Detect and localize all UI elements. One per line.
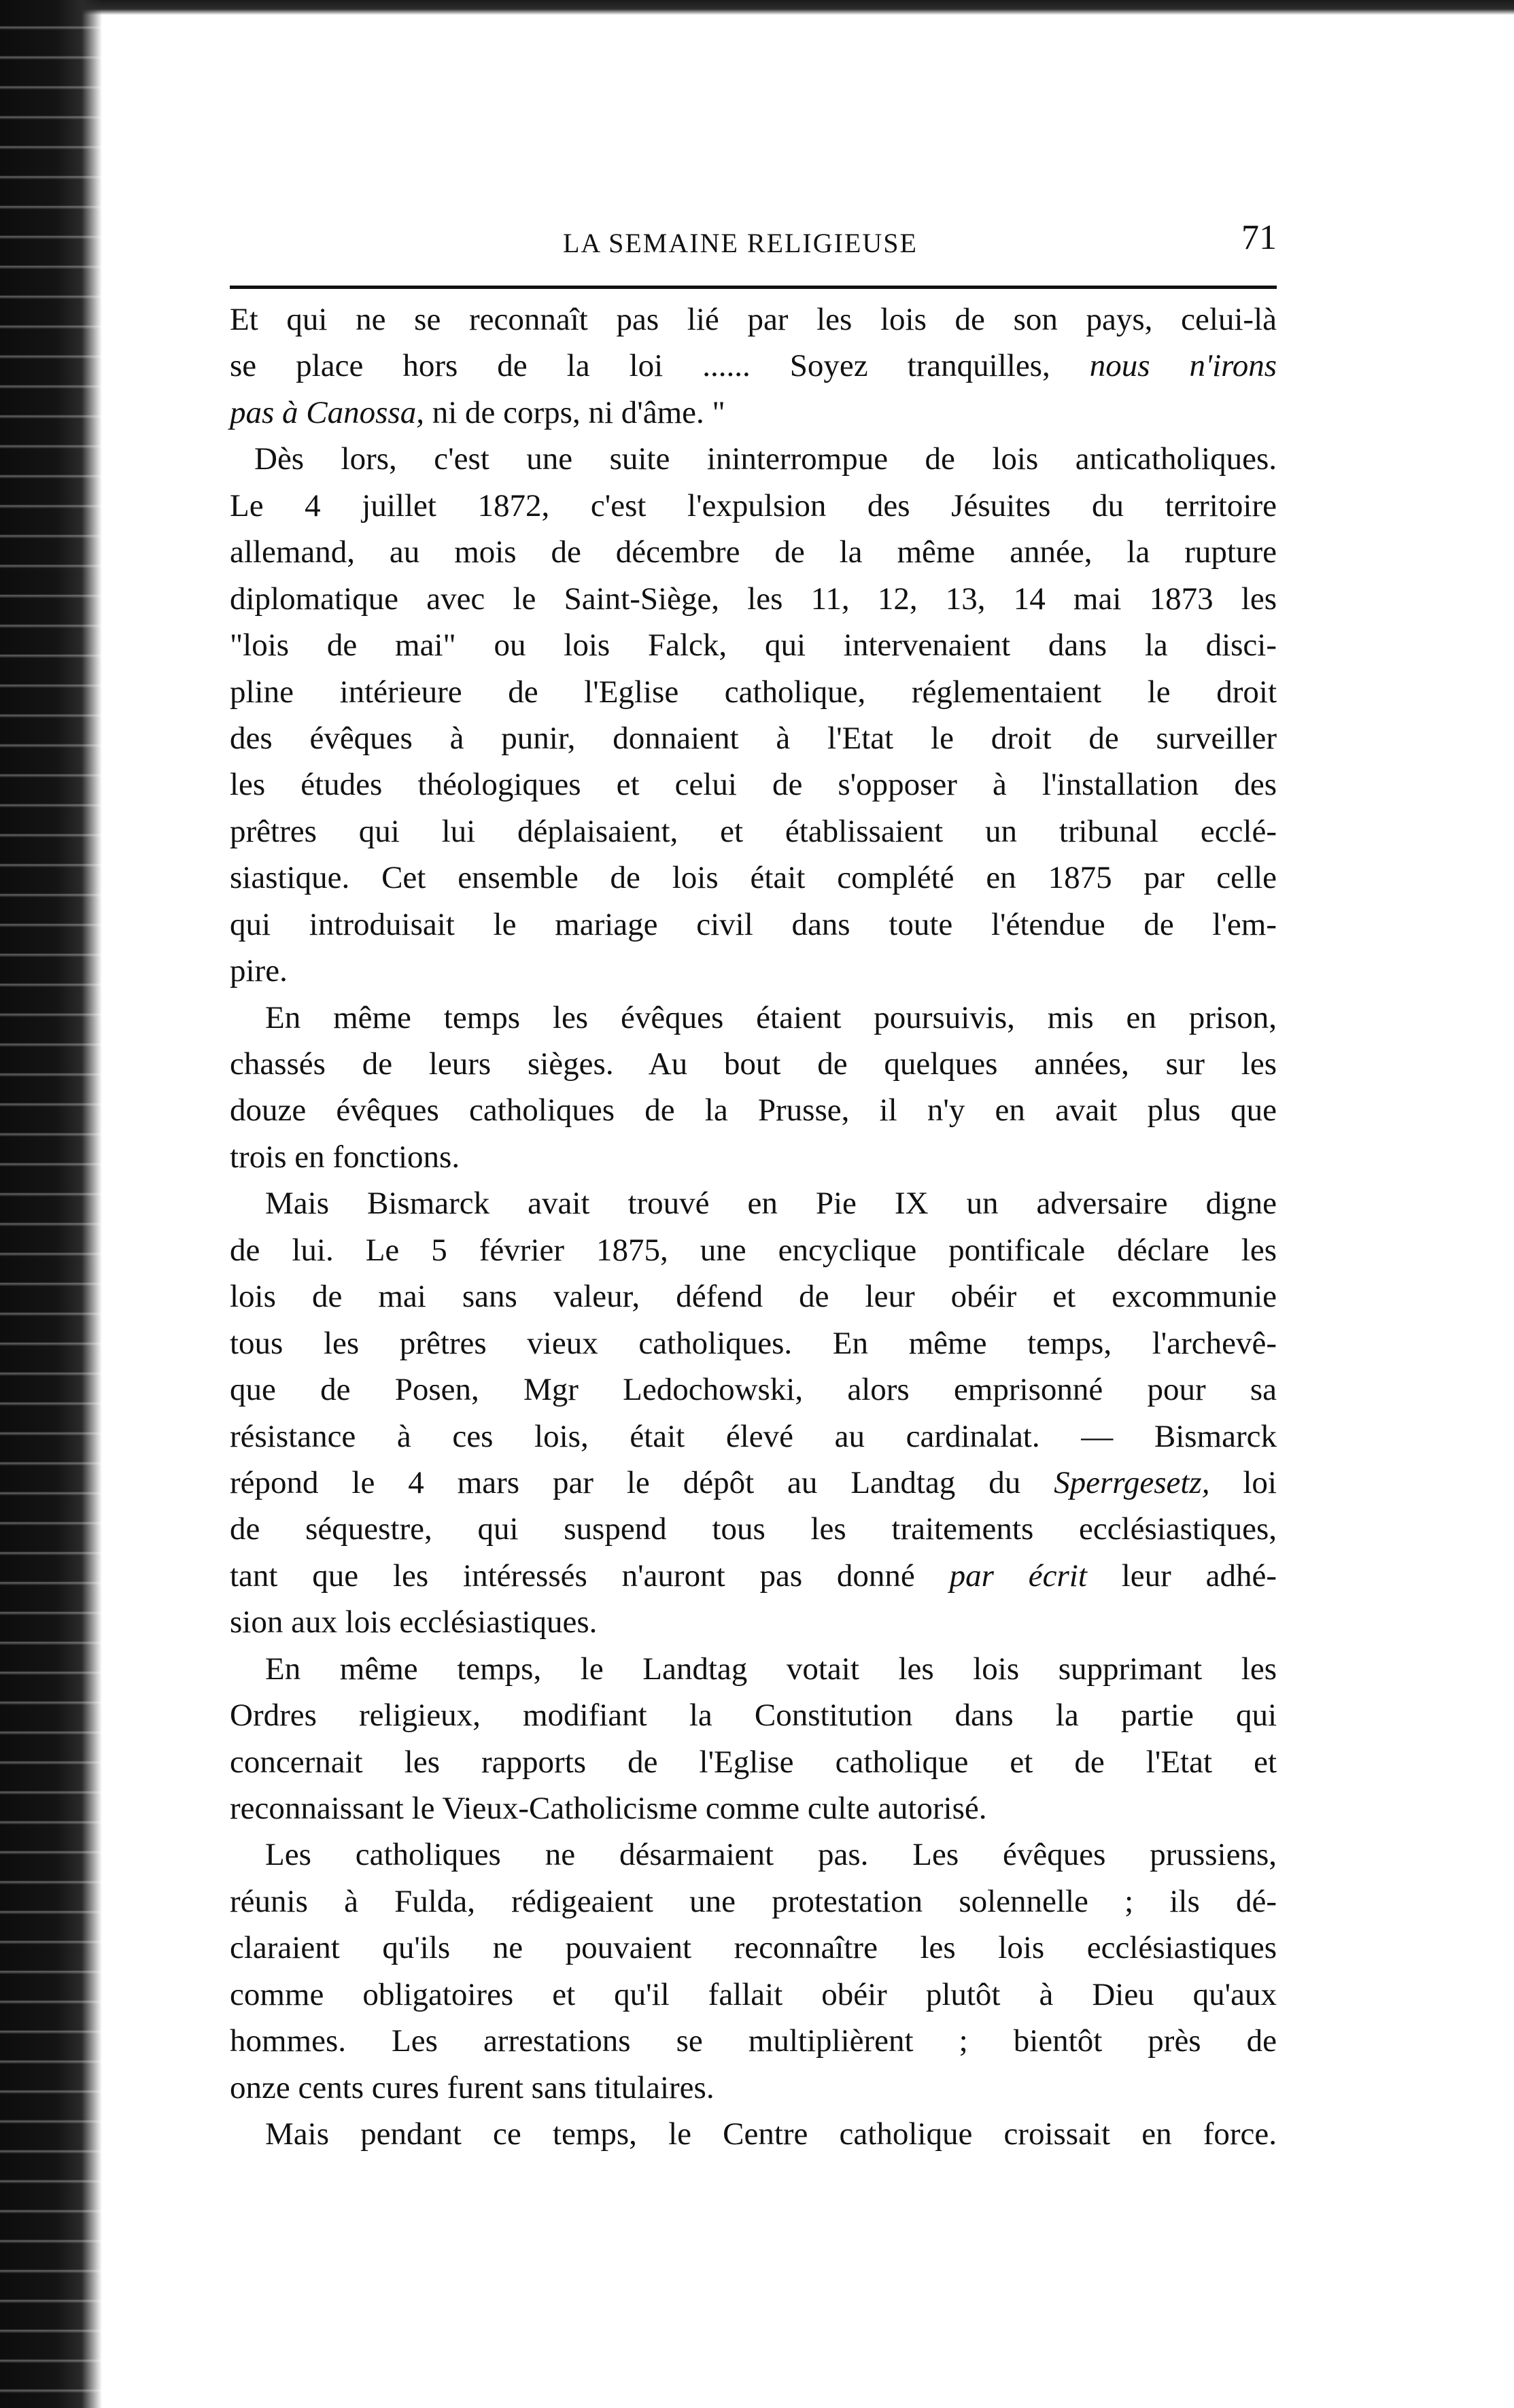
text-line <box>230 1553 1277 1599</box>
body-text <box>230 296 1277 2158</box>
text-line <box>230 1134 1277 1180</box>
text-line <box>230 1320 1277 1366</box>
text-run: diplomatique avec le Saint-Siège, les 11, 12, 13, 14 mai 1873 les <box>230 581 1277 617</box>
text-run: siastique. Cet ensemble de lois était complété en 1875 par celle <box>230 860 1277 896</box>
text-run: reconnaissant le Vieux-Catholicisme comme culte autorisé. <box>230 1791 987 1826</box>
text-line <box>230 995 1277 1041</box>
text-line <box>230 1785 1277 1831</box>
text-line <box>230 1413 1277 1460</box>
text-run: chassés de leurs sièges. Au bout de quelques années, sur les <box>230 1046 1277 1082</box>
text-line <box>230 1692 1277 1738</box>
scan-top-edge <box>0 0 1514 15</box>
italic-text: pas à Canossa, <box>230 394 424 430</box>
text-run: de lui. Le 5 février 1875, une encyclique pontificale déclare les <box>230 1232 1277 1268</box>
text-line <box>230 1366 1277 1413</box>
text-run: répond le 4 mars par le dépôt au Landtag du <box>230 1464 1054 1500</box>
text-line <box>230 1041 1277 1087</box>
text-run: pire. <box>230 953 288 989</box>
text-line <box>230 2018 1277 2064</box>
text-line <box>230 622 1277 668</box>
text-run: En même temps, le Landtag votait les lois supprimant les <box>265 1651 1277 1687</box>
text-run: trois en fonctions. <box>230 1139 460 1175</box>
page-number: 71 <box>1241 218 1277 257</box>
text-line <box>230 1460 1277 1506</box>
text-line <box>230 1739 1277 1785</box>
text-run: lois de mai sans valeur, défend de leur obéir et excommunie <box>230 1279 1277 1315</box>
text-run: En même temps les évêques étaient poursuivis, mis en prison, <box>265 999 1277 1035</box>
text-run: "lois de mai" ou lois Falck, qui intervenaient dans la disci- <box>230 627 1277 664</box>
italic-text: nous n'irons <box>1089 348 1277 384</box>
running-title: LA SEMAINE RELIGIEUSE <box>563 228 918 258</box>
text-line <box>230 1972 1277 2018</box>
text-line <box>230 808 1277 855</box>
scan-binding-edge <box>0 0 102 2408</box>
text-line <box>230 855 1277 901</box>
text-line <box>230 901 1277 948</box>
text-line <box>230 343 1277 389</box>
text-run: Mais pendant ce temps, le Centre catholique croissait en force. <box>265 2116 1277 2152</box>
text-line <box>230 1227 1277 1273</box>
text-run: pline intérieure de l'Eglise catholique, réglementaient le droit <box>230 674 1277 710</box>
text-line <box>230 1273 1277 1320</box>
text-run: des évêques à punir, donnaient à l'Etat le droit de surveiller <box>230 720 1277 756</box>
text-run: hommes. Les arrestations se multiplièrent ; bientôt près de <box>230 2023 1277 2059</box>
italic-text: Sperrgesetz, <box>1054 1464 1210 1500</box>
text-run: claraient qu'ils ne pouvaient reconnaître les lois ecclésiastiques <box>230 1930 1277 1966</box>
text-run: réunis à Fulda, rédigeaient une protestation solennelle ; ils dé- <box>230 1883 1277 1919</box>
text-run: Dès lors, c'est une suite ininterrompue de lois anticatholiques. <box>254 441 1277 477</box>
text-line <box>230 1646 1277 1692</box>
text-run: se place hors de la loi ...... Soyez tranquilles, <box>230 348 1090 384</box>
text-run: Et qui ne se reconnaît pas lié par les lois de son pays, celui-là <box>230 302 1277 337</box>
text-run: concernait les rapports de l'Eglise catholique et de l'Etat et <box>230 1744 1277 1780</box>
text-line <box>230 436 1277 482</box>
text-line <box>230 1180 1277 1226</box>
text-run: qui introduisait le mariage civil dans toute l'étendue de l'em- <box>230 906 1277 942</box>
text-run: ni de corps, ni d'âme. " <box>424 394 725 430</box>
text-line <box>230 948 1277 994</box>
text-run: allemand, au mois de décembre de la même année, la rupture <box>230 534 1277 570</box>
text-run: comme obligatoires et qu'il fallait obéir plutôt à Dieu qu'aux <box>230 1976 1277 2012</box>
text-run: les études théologiques et celui de s'opposer à l'installation des <box>230 767 1277 803</box>
text-line <box>230 761 1277 808</box>
text-run: tous les prêtres vieux catholiques. En même temps, l'archevê- <box>230 1325 1277 1361</box>
text-line <box>230 1831 1277 1878</box>
text-line <box>230 529 1277 575</box>
text-line <box>230 1087 1277 1133</box>
text-run: leur adhé- <box>1086 1558 1277 1594</box>
text-line <box>230 576 1277 622</box>
text-run: Ordres religieux, modifiant la Constitution dans la partie qui <box>230 1698 1277 1734</box>
page-header <box>230 218 1277 272</box>
text-run: résistance à ces lois, était élevé au cardinalat. — Bismarck <box>230 1418 1277 1454</box>
text-line <box>230 390 1277 436</box>
text-line <box>230 1506 1277 1552</box>
header-rule <box>230 286 1277 289</box>
text-run: prêtres qui lui déplaisaient, et établissaient un tribunal ecclé- <box>230 813 1277 849</box>
text-run: que de Posen, Mgr Ledochowski, alors emprisonné pour sa <box>230 1372 1277 1408</box>
text-line <box>230 2111 1277 2157</box>
text-run: de séquestre, qui suspend tous les traitements ecclésiastiques, <box>230 1511 1277 1547</box>
text-run: onze cents cures furent sans titulaires. <box>230 2069 715 2105</box>
text-line <box>230 1878 1277 1925</box>
text-line <box>230 2065 1277 2111</box>
text-run: sion aux lois ecclésiastiques. <box>230 1604 598 1640</box>
text-run: tant que les intéressés n'auront pas donné <box>230 1558 950 1594</box>
text-line <box>230 1925 1277 1971</box>
text-line <box>230 1599 1277 1645</box>
text-line <box>230 296 1277 343</box>
text-line <box>230 715 1277 761</box>
text-run: Le 4 juillet 1872, c'est l'expulsion des Jésuites du territoire <box>230 487 1277 523</box>
text-run: Les catholiques ne désarmaient pas. Les évêques prussiens, <box>265 1837 1277 1873</box>
text-run: douze évêques catholiques de la Prusse, il n'y en avait plus que <box>230 1093 1277 1129</box>
text-line <box>230 669 1277 715</box>
text-run: Mais Bismarck avait trouvé en Pie IX un adversaire digne <box>265 1186 1277 1222</box>
italic-text: par écrit <box>949 1558 1087 1594</box>
text-run: loi <box>1209 1464 1277 1500</box>
text-line <box>230 483 1277 529</box>
